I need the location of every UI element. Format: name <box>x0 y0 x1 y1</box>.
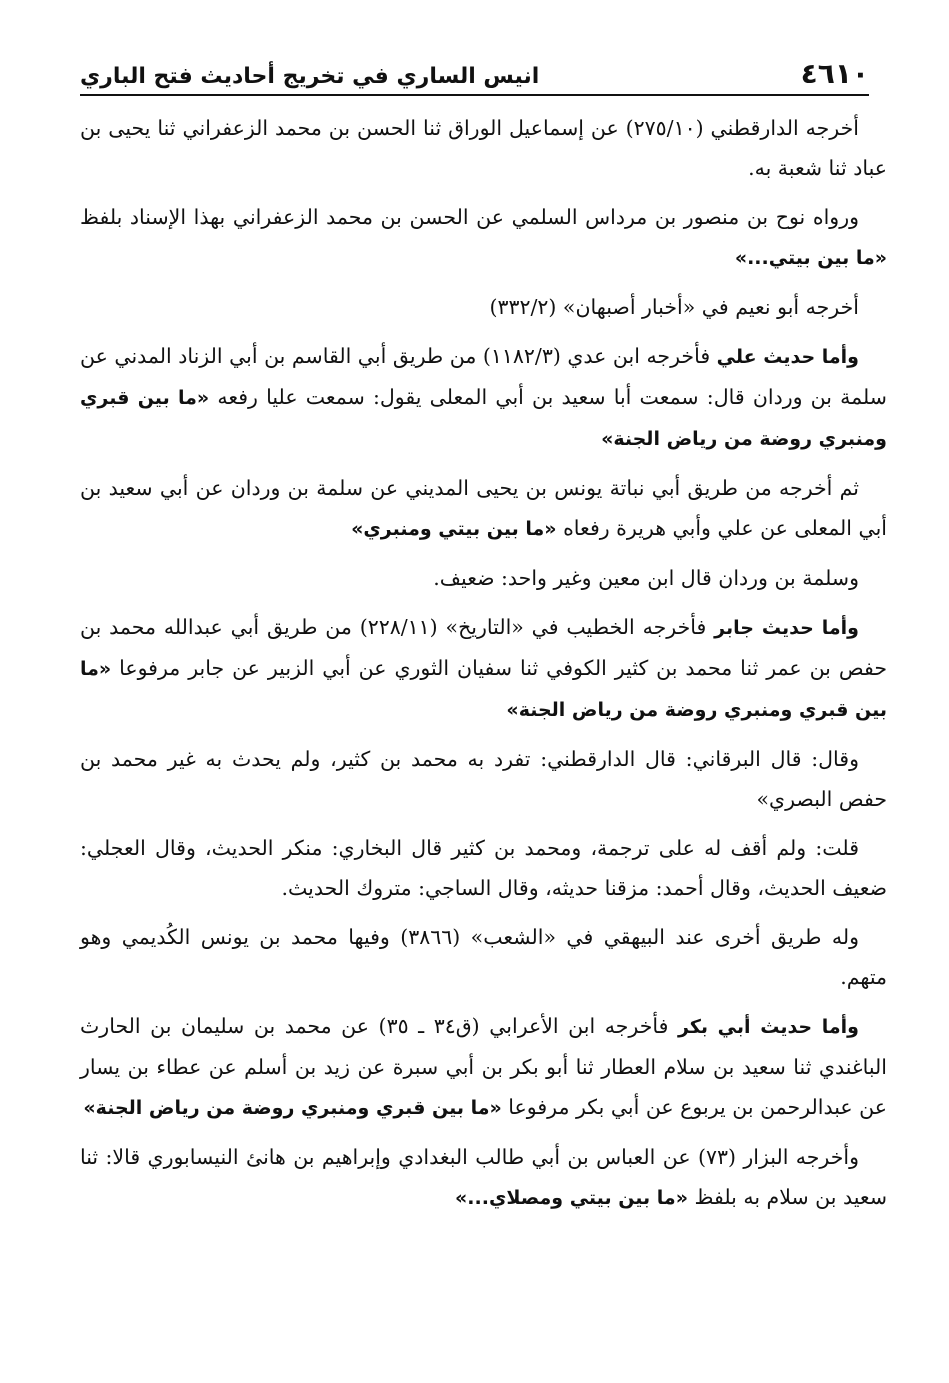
text-segment: فأخرجه ابن عدي (١١٨٢/٣) من طريق أبي القاسم بن أبي الزناد المدني عن سلمة بن وردان قال: سمعت أبا سعيد بن أبي المعلى يقول: سمعت عليا رفعه <box>80 344 887 409</box>
body-paragraph <box>80 287 887 327</box>
body-paragraph <box>80 197 887 278</box>
bold-text-segment: «ما بين بيتي ومنبري» <box>351 518 557 540</box>
bold-text-segment: وأما حديث أبي بكر <box>678 1016 859 1038</box>
bold-text-segment: «ما بين بيتي ومصلاي...» <box>455 1187 688 1209</box>
bold-text-segment: «ما بين قبري ومنبري روضة من رياض الجنة» <box>80 387 887 450</box>
body-paragraph <box>80 336 887 459</box>
body-paragraph <box>80 108 887 188</box>
text-segment: قلت: ولم أقف له على ترجمة، ومحمد بن كثير قال البخاري: منكر الحديث، وقال العجلي: ضعيف الحديث، وقال أحمد: مزقنا حديثه، وقال الساجي: متروك الحديث. <box>80 836 887 900</box>
text-segment: وله طريق أخرى عند البيهقي في «الشعب» (٣٨٦٦) وفيها محمد بن يونس الكُديمي وهو متهم. <box>80 925 887 989</box>
bold-text-segment: «ما بين بيتي...» <box>734 247 887 269</box>
bold-text-segment: وأما حديث علي <box>716 346 859 368</box>
text-segment: فأخرجه الخطيب في «التاريخ» (٢٢٨/١١) من طريق أبي عبدالله محمد بن حفص بن عمر ثنا محمد بن كثير الكوفي ثنا سفيان الثوري عن أبي الزبير عن جابر مرفوعا <box>80 615 887 680</box>
text-segment: أخرجه أبو نعيم في «أخبار أصبهان» (٣٣٢/٢) <box>489 295 859 319</box>
bold-text-segment: «ما بين قبري ومنبري روضة من رياض الجنة» <box>80 658 887 721</box>
text-segment: وقال: قال البرقاني: قال الدارقطني: تفرد به محمد بن كثير، ولم يحدث به غير محمد بن حفص البصري» <box>80 747 887 811</box>
text-segment: فأخرجه ابن الأعرابي (ق٣٤ ـ ٣٥) عن محمد بن سليمان بن الحارث الباغندي ثنا سعيد بن سلام العطار ثنا أبو بكر بن أبي سبرة عن زيد بن أسلم عن عطاء بن يسار عن عبدالرحمن بن يربوع عن أبي بكر مرفوعا <box>80 1014 887 1119</box>
bold-text-segment: «ما بين قبري ومنبري روضة من رياض الجنة» <box>83 1097 502 1119</box>
text-segment: أخرجه الدارقطني (٢٧٥/١٠) عن إسماعيل الوراق ثنا الحسن بن محمد الزعفراني ثنا يحيى بن عباد ثنا شعبة به. <box>80 116 887 180</box>
body-paragraph <box>80 607 887 730</box>
body-paragraph <box>80 1137 887 1218</box>
body-paragraph <box>80 828 887 908</box>
body-paragraph <box>80 1006 887 1128</box>
body-paragraph <box>80 558 887 598</box>
page-body <box>80 108 887 1227</box>
page-number: ٤٦١٠ <box>800 57 869 90</box>
book-title: انيس الساري في تخريج أحاديث فتح الباري <box>80 64 540 89</box>
body-paragraph <box>80 917 887 997</box>
text-segment: وأخرجه البزار (٧٣) عن العباس بن أبي طالب البغدادي وإبراهيم بن هانئ النيسابوري قالا: ثنا سعيد بن سلام به بلفظ <box>80 1145 887 1209</box>
bold-text-segment: وأما حديث جابر <box>714 617 859 639</box>
page-header <box>80 44 869 88</box>
text-segment: وسلمة بن وردان قال ابن معين وغير واحد: ضعيف. <box>433 566 859 590</box>
header-divider <box>80 94 869 96</box>
text-segment: ثم أخرجه من طريق أبي نباتة يونس بن يحيى المديني عن سلمة بن وردان عن أبي سعيد بن أبي المعلى عن علي وأبي هريرة رفعاه <box>80 476 887 540</box>
body-paragraph <box>80 468 887 549</box>
text-segment: ورواه نوح بن منصور بن مرداس السلمي عن الحسن بن محمد الزعفراني بهذا الإسناد بلفظ <box>80 205 859 229</box>
body-paragraph <box>80 739 887 819</box>
